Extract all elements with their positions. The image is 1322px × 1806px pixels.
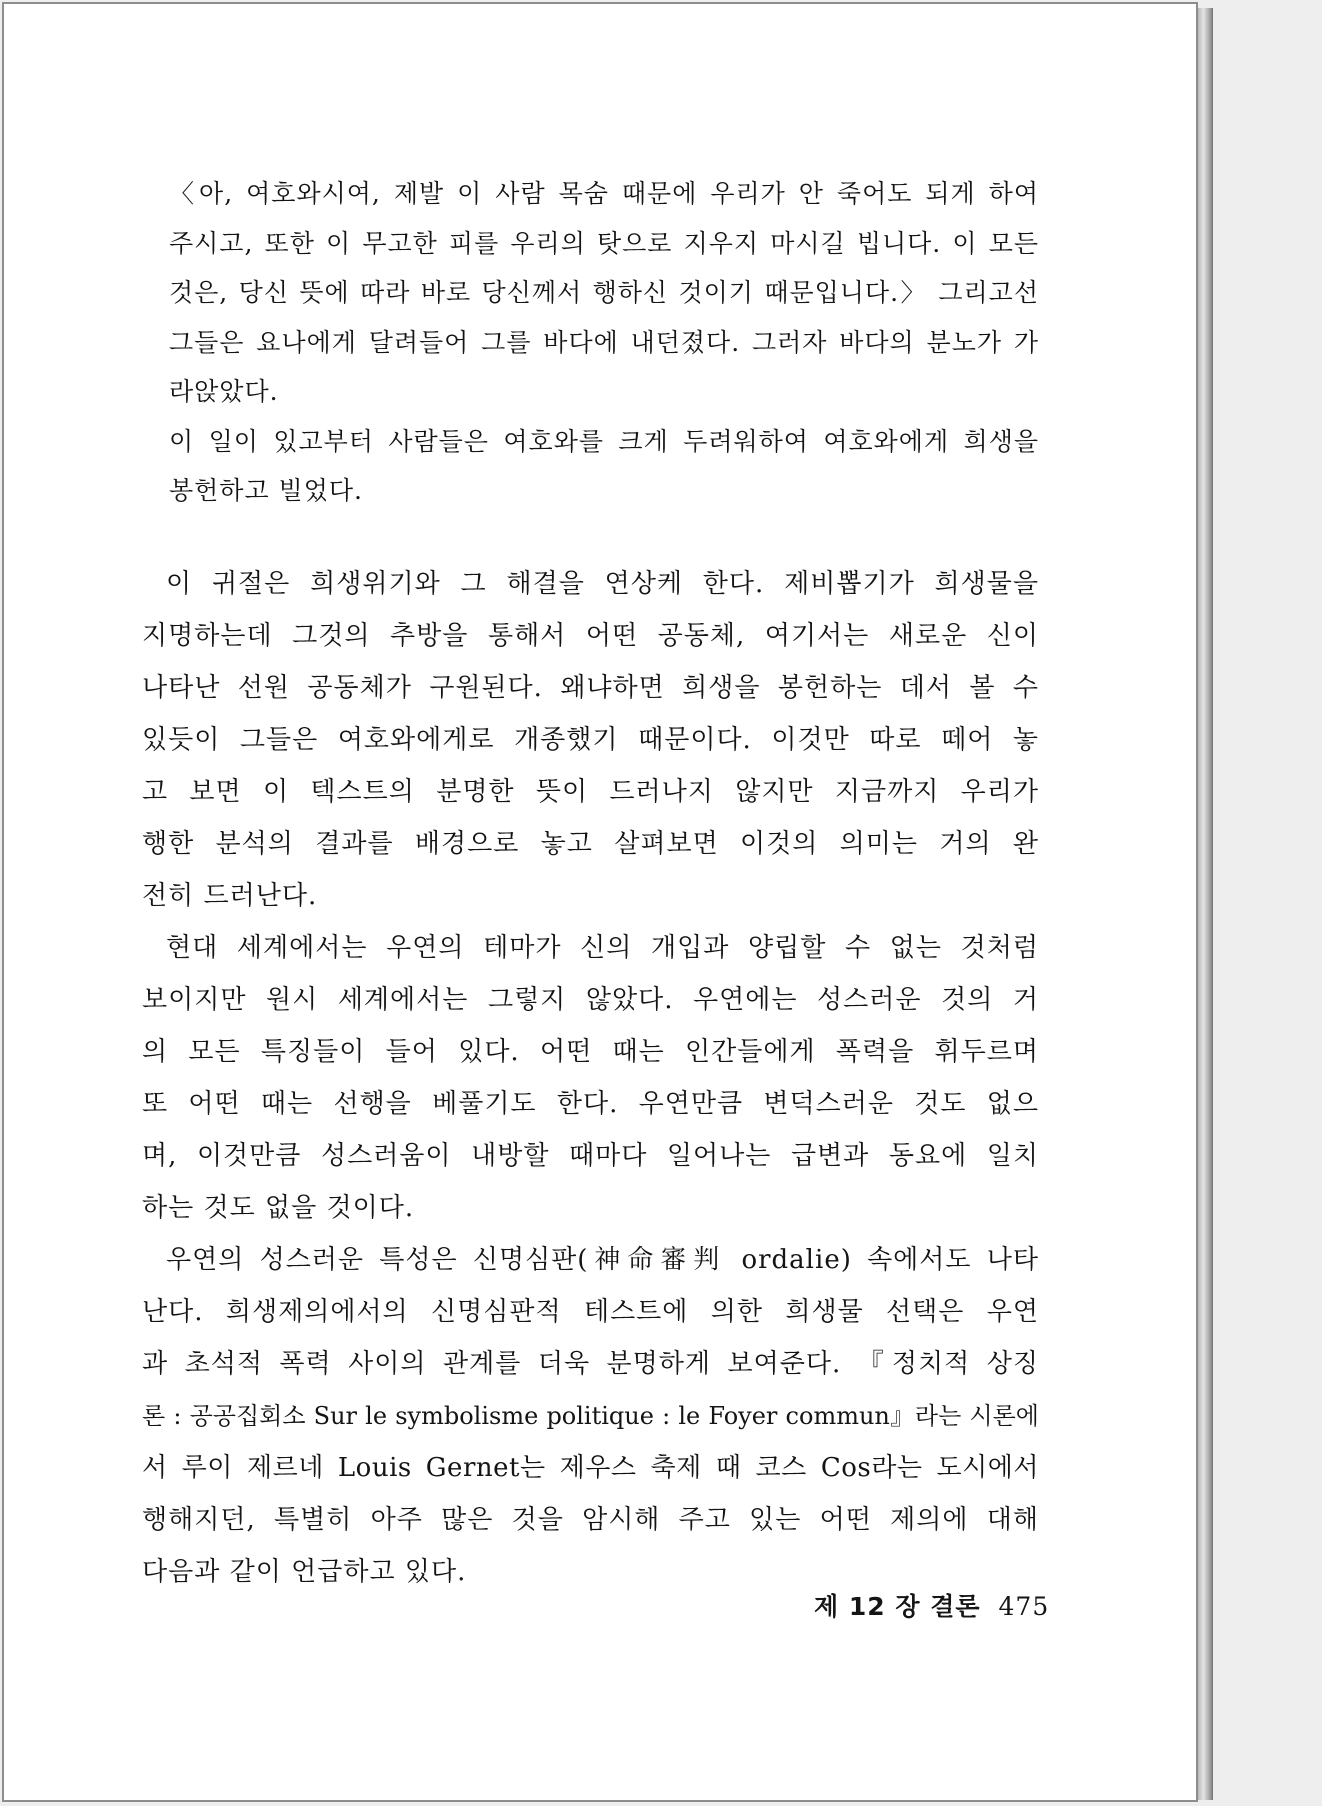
paragraph-line: 난다. 희생제의에서의 신명심판적 테스트에 의한 희생물 선택은 우연 [142,1297,1039,1327]
quote-line: 라앉았다. [169,377,279,406]
paragraph-line: 며, 이것만큼 성스러움이 내방할 때마다 일어나는 급변과 동요에 일치 [142,1141,1039,1171]
paragraph-line: 현대 세계에서는 우연의 테마가 신의 개입과 양립할 수 없는 것처럼 [166,933,1039,963]
paragraph-line: 있듯이 그들은 여호와에게로 개종했기 때문이다. 이것만 따로 떼어 놓 [142,725,1039,755]
paragraph-line: 행해지던, 특별히 아주 많은 것을 암시해 주고 있는 어떤 제의에 대해 [142,1505,1039,1535]
paragraph-line: 또 어떤 때는 선행을 베풀기도 한다. 우연만큼 변덕스러운 것도 없으 [142,1089,1039,1119]
paragraph [142,558,1039,610]
paragraph [142,1234,1039,1286]
quote-line: 〈아, 여호와시여, 제발 이 사람 목숨 때문에 우리가 안 죽어도 되게 하여 [169,179,1039,208]
paragraph-line: 지명하는데 그것의 추방을 통해서 어떤 공동체, 여기서는 새로운 신이 [142,621,1039,651]
quote-line: 이 일이 있고부터 사람들은 여호와를 크게 두려워하여 여호와에게 희생을 [169,426,1039,456]
paragraph-line: 론 : 공공집회소 Sur le symbolisme politique : le Foyer commun』라는 시론에 [142,1402,1039,1430]
paragraph-line: 과 초석적 폭력 사이의 관계를 더욱 분명하게 보여준다. 『정치적 상징 [142,1349,1039,1379]
paragraph-line: 보이지만 원시 세계에서는 그렇지 않았다. 우연에는 성스러운 것의 거 [142,985,1039,1015]
quote-line: 주시고, 또한 이 무고한 피를 우리의 탓으로 지우지 마시길 빕니다. 이 모든 [169,228,1039,258]
paragraph-line: 우연의 성스러운 특성은 신명심판(神命審判 ordalie) 속에서도 나타 [166,1245,1039,1275]
paragraph-line: 하는 것도 없을 것이다. [142,1193,415,1223]
chapter-title: 제 12 장 결론 [814,1592,981,1621]
paragraph-line: 행한 분석의 결과를 배경으로 놓고 살펴보면 이것의 의미는 거의 완 [142,829,1039,859]
paragraph-continuation [142,974,1039,1234]
paragraph-line: 서 루이 제르네 Louis Gernet는 제우스 축제 때 코스 Cos라는 도시에서 [142,1453,1039,1483]
page-edge-shadow [1198,8,1213,1800]
paragraph-continuation [142,1286,1039,1598]
running-footer [814,1587,1049,1623]
book-page [2,2,1198,1802]
paragraph-line: 나타난 선원 공동체가 구원된다. 왜냐하면 희생을 봉헌하는 데서 볼 수 [142,673,1039,703]
quote-line: 것은, 당신 뜻에 따라 바로 당신께서 행하신 것이기 때문입니다.〉 그리고선 [169,278,1039,307]
paragraph-line: 전히 드러난다. [142,881,318,911]
page-number: 475 [998,1592,1050,1621]
paragraph-line: 고 보면 이 텍스트의 분명한 뜻이 드러나지 않지만 지금까지 우리가 [142,777,1039,807]
paragraph [142,922,1039,974]
paragraph-line: 의 모든 특징들이 들어 있다. 어떤 때는 인간들에게 폭력을 휘두르며 [142,1037,1039,1067]
block-quote [169,169,1039,516]
paragraph-continuation [142,610,1039,922]
paragraph-line: 다음과 같이 언급하고 있다. [142,1557,467,1587]
body-text [142,558,1039,1598]
paragraph-line: 이 귀절은 희생위기와 그 해결을 연상케 한다. 제비뽑기가 희생물을 [166,569,1039,599]
quote-line: 그들은 요나에게 달려들어 그를 바다에 내던졌다. 그러자 바다의 분노가 가 [169,327,1039,357]
quote-line: 봉헌하고 빌었다. [169,476,363,505]
